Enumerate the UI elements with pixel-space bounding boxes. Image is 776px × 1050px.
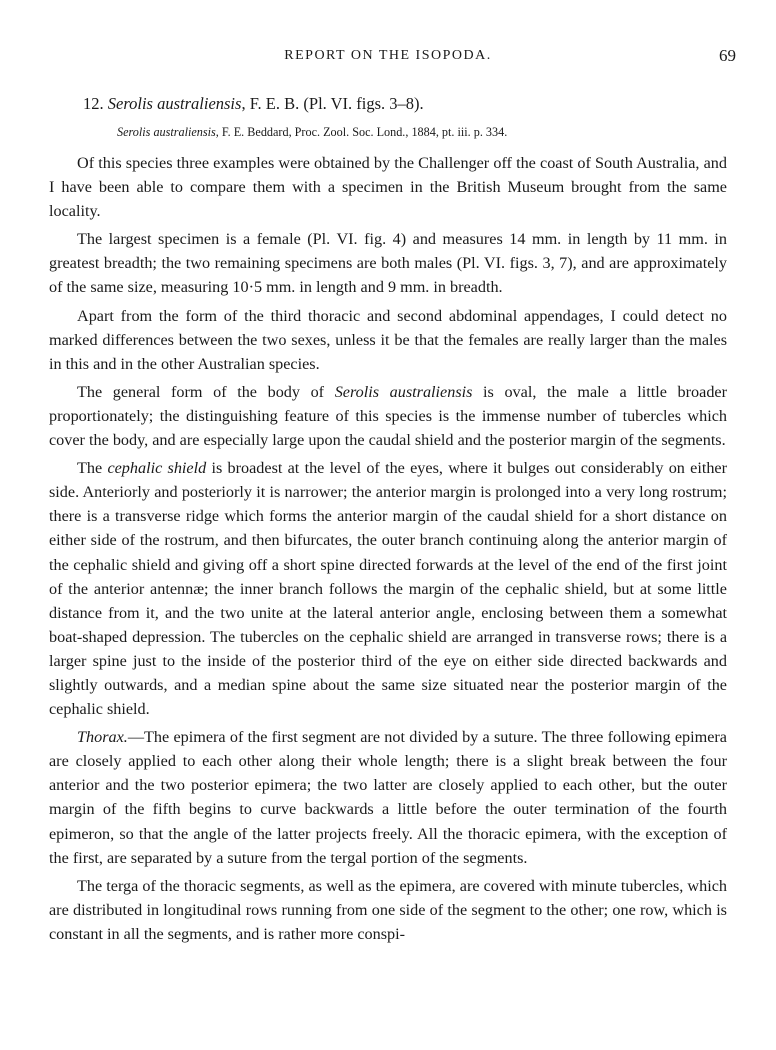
paragraph-7: The terga of the thoracic segments, as well as the epimera, are covered with minute tubercles, which are distributed in longitudinal rows running from one side of the segment to the other; one row, which is constant in all the segments, and is rather more conspi-: [49, 876, 727, 943]
page-body: [49, 92, 727, 946]
running-head: REPORT ON THE ISOPODA.: [284, 48, 492, 63]
paragraph-6-text: —The epimera of the first segment are not divided by a suture. The three following epimera are closely applied to each other along their whole length; there is a slight break between the four anterior and the two posterior epimera; the two latter are closely applied to each other, but the outer margin of the fifth begins to curve backwards a little before the outer termination of the fourth epimeron, so that the angle of the latter projects freely. All the thoracic epimera, with the exception of the first, are separated by a suture from the tergal portion of the segments.: [49, 728, 727, 867]
reference-citation: , F. E. Beddard, Proc. Zool. Soc. Lond., 1884, pt. iii. p. 334.: [215, 125, 508, 139]
paragraph-4-text-cont: is oval, the male a little broader proportionately; the distinguishing feature of this species is the immense number of tubercles which cover the body, and are especially large upon the caudal shield and the posterior margin of the segments.: [49, 382, 727, 450]
species-name: Serolis australiensis: [107, 94, 242, 113]
paragraph-4-species: Serolis australiensis: [334, 382, 473, 401]
paragraph-1: Of this species three examples were obtained by the Challenger off the coast of South Australia, and I have been able to compare them with a specimen in the British Museum brought from the same locality.: [49, 154, 727, 221]
heading-rest: , F. E. B. (Pl. VI. figs. 3–8).: [241, 94, 424, 113]
paragraph-5: [49, 456, 727, 721]
paragraph-4-text: The general form of the body of: [77, 382, 335, 401]
paragraph-6: [49, 725, 727, 870]
paragraph-2: The largest specimen is a female (Pl. VI. fig. 4) and measures 14 mm. in length by 11 mm. in greatest breadth; the two remaining specimens are both males (Pl. VI. figs. 3, 7), and are approximately of the same size, measuring 10·5 mm. in length and 9 mm. in breadth.: [49, 230, 727, 297]
section-number: 12.: [83, 94, 104, 113]
page-header: [0, 46, 776, 68]
paragraph-3: Apart from the form of the third thoracic and second abdominal appendages, I could detect no marked differences between the two sexes, unless it be that the females are really larger than the males in this and in the other Australian species.: [49, 306, 727, 373]
page-number: 69: [719, 46, 736, 65]
section-heading: [83, 92, 727, 116]
paragraph-5-term: cephalic shield: [107, 459, 207, 478]
bibliographic-reference: [117, 123, 727, 141]
paragraph-4: [49, 380, 727, 452]
paragraph-5-text-cont: is broadest at the level of the eyes, where it bulges out considerably on either side. Anteriorly and posteriorly it is narrower; the anterior margin is prolonged into a very long rostrum; there is a transverse ridge which forms the anterior margin of the caudal shield for a short distance on either side of the rostrum, and then bifurcates, the outer branch continuing along the anterior margin of the cephalic shield and giving off a short spine directed forwards at the level of the end of the first joint of the anterior antennæ; the inner branch follows the margin of the cephalic shield, but at some little distance from it, and the two unite at the lateral anterior angle, enclosing between them a somewhat boat-shaped depression. The tubercles on the cephalic shield are arranged in transverse rows; there is a larger spine just to the inside of the posterior third of the eye on either side directed backwards and slightly outwards, and a median spine about the same size situated near the posterior margin of the cephalic shield.: [49, 459, 727, 719]
paragraph-6-term: Thorax.: [77, 728, 128, 747]
paragraph-5-text: The: [77, 459, 108, 478]
reference-species: Serolis australiensis: [117, 125, 216, 139]
